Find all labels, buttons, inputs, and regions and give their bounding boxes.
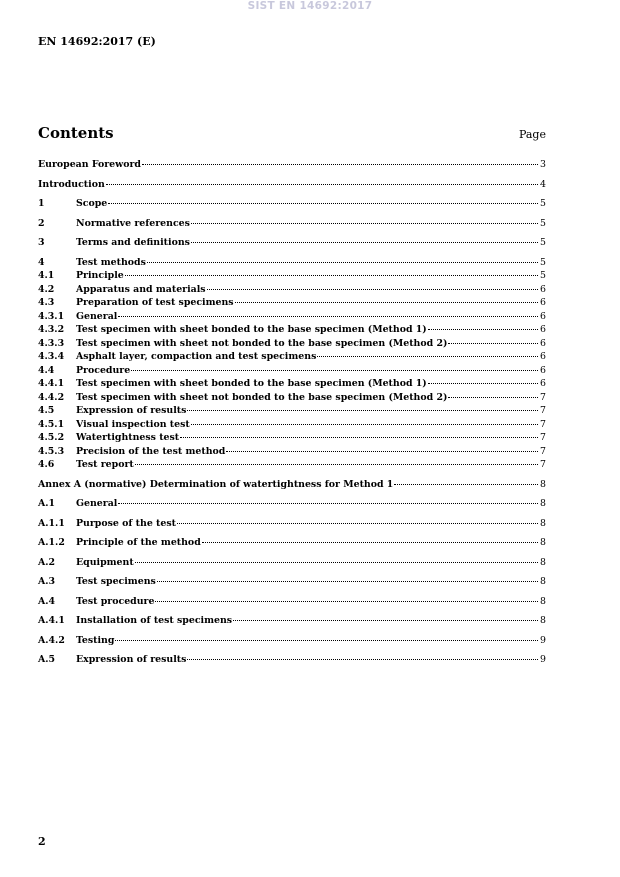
toc-entry[interactable] xyxy=(38,445,546,459)
toc-entry[interactable] xyxy=(38,256,546,270)
toc-entry-title: European Foreword xyxy=(38,159,141,170)
toc-entry[interactable] xyxy=(38,158,546,172)
toc-entry[interactable] xyxy=(38,431,546,445)
toc-entry[interactable] xyxy=(38,364,546,378)
toc-entry-page: 5 xyxy=(540,237,546,248)
toc-entry-title: Scope xyxy=(76,198,108,209)
toc-leader-dots xyxy=(191,242,538,243)
toc-entry-title: Preparation of test specimens xyxy=(76,297,234,308)
toc-entry-page: 3 xyxy=(540,159,546,170)
toc-entry-title: Test procedure xyxy=(76,595,155,607)
toc-entry-title: Test specimen with sheet not bonded to the base specimen (Method 2) xyxy=(76,391,448,403)
toc-entry-title: Precision of the test method xyxy=(76,445,226,457)
toc-entry-number: 4.3.3 xyxy=(38,337,65,349)
toc-leader-dots xyxy=(135,562,538,563)
toc-entry[interactable] xyxy=(38,418,546,432)
document-id: EN 14692:2017 (E) xyxy=(38,35,156,48)
toc-leader-dots xyxy=(108,203,538,204)
toc-entry-number: A.1 xyxy=(38,498,56,509)
toc-entry[interactable] xyxy=(38,517,546,531)
toc-entry[interactable] xyxy=(38,595,546,609)
toc-entry-number: A.1.2 xyxy=(38,537,65,548)
toc-leader-dots xyxy=(157,581,538,582)
page-number: 2 xyxy=(38,835,46,848)
toc-entry-title: Purpose of the test xyxy=(76,517,176,529)
toc-entry-page: 8 xyxy=(540,478,546,490)
toc-leader-dots xyxy=(448,397,538,398)
toc-entry[interactable] xyxy=(38,337,546,351)
toc-entry-page: 6 xyxy=(540,310,546,322)
toc-leader-dots xyxy=(428,383,538,384)
toc-entry-page: 5 xyxy=(540,217,546,229)
toc-entry-number: A.1.1 xyxy=(38,517,65,529)
toc-entry-number: A.4.2 xyxy=(38,634,65,646)
toc-entry-page: 8 xyxy=(540,615,546,626)
toc-entry-page: 6 xyxy=(540,297,546,308)
toc-entry[interactable] xyxy=(38,323,546,337)
toc-entry-number: 2 xyxy=(38,217,45,229)
toc-entry-number: 4.3 xyxy=(38,297,55,308)
toc-entry[interactable] xyxy=(38,296,546,310)
toc-leader-dots xyxy=(125,275,538,276)
toc-entry-page: 9 xyxy=(540,634,546,646)
toc-leader-dots xyxy=(202,542,538,543)
toc-entry[interactable] xyxy=(38,614,546,628)
toc-entry-title: Expression of results xyxy=(76,405,187,416)
toc-leader-dots xyxy=(187,659,538,660)
toc-entry[interactable] xyxy=(38,236,546,250)
toc-entry-title: Test methods xyxy=(76,256,146,268)
toc-entry-number: 4.4 xyxy=(38,364,55,376)
toc-entry-title: Asphalt layer, compaction and test specimens xyxy=(76,351,317,362)
toc-leader-dots xyxy=(118,316,538,317)
toc-entry-number: A.4.1 xyxy=(38,615,65,626)
toc-entry-number: 4.6 xyxy=(38,459,55,470)
toc-entry-number: 4.5.2 xyxy=(38,432,65,443)
toc-entry-page: 7 xyxy=(540,459,546,470)
toc-entry-title: Normative references xyxy=(76,217,190,229)
toc-entry-page: 6 xyxy=(540,283,546,295)
toc-entry-title: Testing xyxy=(76,634,115,646)
toc-entry-title: Test specimen with sheet not bonded to the base specimen (Method 2) xyxy=(76,337,448,349)
toc-entry[interactable] xyxy=(38,178,546,192)
toc-leader-dots xyxy=(187,410,538,411)
toc-leader-dots xyxy=(207,289,538,290)
toc-leader-dots xyxy=(235,302,538,303)
toc-entry-number: 4.5.3 xyxy=(38,445,65,457)
toc-entry-title: Principle of the method xyxy=(76,537,201,548)
toc-entry[interactable] xyxy=(38,283,546,297)
toc-entry-number: A.3 xyxy=(38,576,56,587)
toc-entry-number: 4.5 xyxy=(38,405,55,416)
toc-entry-number: 4 xyxy=(38,256,45,268)
toc-entry-number: 3 xyxy=(38,237,45,248)
toc-entry-number: 4.2 xyxy=(38,283,55,295)
toc-entry-page: 8 xyxy=(540,595,546,607)
toc-entry[interactable] xyxy=(38,536,546,550)
toc-leader-dots xyxy=(135,464,538,465)
page-column-label: Page xyxy=(518,128,546,141)
toc-entry-title: Test specimen with sheet bonded to the base specimen (Method 1) xyxy=(76,378,427,389)
toc-leader-dots xyxy=(115,640,538,641)
toc-entry-title: General xyxy=(76,498,118,509)
toc-entry[interactable] xyxy=(38,575,546,589)
toc-leader-dots xyxy=(226,451,538,452)
toc-entry[interactable] xyxy=(38,634,546,648)
toc-entry[interactable] xyxy=(38,310,546,324)
toc-entry-page: 5 xyxy=(540,198,546,209)
toc-entry-page: 7 xyxy=(540,445,546,457)
toc-leader-dots xyxy=(233,620,538,621)
toc-entry-number: 4.1 xyxy=(38,270,55,281)
toc-entry-page: 8 xyxy=(540,576,546,587)
toc-leader-dots xyxy=(118,503,538,504)
toc-entry-page: 6 xyxy=(540,364,546,376)
toc-entry-title: Equipment xyxy=(76,556,134,568)
toc-entry-title: Annex A (normative) Determination of watertightness for Method 1 xyxy=(38,478,394,490)
toc-entry-page: 6 xyxy=(540,378,546,389)
toc-entry-number: 4.3.4 xyxy=(38,351,65,362)
toc-entry-number: 4.4.1 xyxy=(38,378,65,389)
toc-entry-page: 4 xyxy=(540,178,546,190)
toc-leader-dots xyxy=(177,523,538,524)
toc-leader-dots xyxy=(317,356,538,357)
toc-entry-page: 8 xyxy=(540,517,546,529)
toc-leader-dots xyxy=(191,424,538,425)
toc-entry-title: Principle xyxy=(76,270,124,281)
toc-entry-page: 7 xyxy=(540,418,546,430)
toc-entry-title: Test specimen with sheet bonded to the base specimen (Method 1) xyxy=(76,324,427,335)
toc-leader-dots xyxy=(106,184,538,185)
toc-entry-page: 8 xyxy=(540,556,546,568)
toc-entry[interactable] xyxy=(38,350,546,364)
toc-entry[interactable] xyxy=(38,458,546,472)
toc-entry-page: 9 xyxy=(540,654,546,665)
toc-entry-page: 6 xyxy=(540,324,546,335)
toc-entry-page: 6 xyxy=(540,337,546,349)
toc-leader-dots xyxy=(191,223,538,224)
toc-entry[interactable] xyxy=(38,556,546,570)
toc-entry[interactable] xyxy=(38,404,546,418)
toc-entry[interactable] xyxy=(38,497,546,511)
toc-entry-title: General xyxy=(76,310,118,322)
toc-entry[interactable] xyxy=(38,217,546,231)
toc-leader-dots xyxy=(180,437,538,438)
toc-entry-title: Installation of test specimens xyxy=(76,615,233,626)
toc-entry-page: 8 xyxy=(540,537,546,548)
toc-entry[interactable] xyxy=(38,377,546,391)
toc-entry-title: Procedure xyxy=(76,364,131,376)
toc-entry[interactable] xyxy=(38,269,546,283)
toc-entry[interactable] xyxy=(38,391,546,405)
toc-entry-number: 4.5.1 xyxy=(38,418,65,430)
toc-entry[interactable] xyxy=(38,653,546,667)
toc-entry[interactable] xyxy=(38,197,546,211)
toc-leader-dots xyxy=(394,484,538,485)
toc-entry-page: 5 xyxy=(540,270,546,281)
toc-leader-dots xyxy=(147,262,538,263)
table-of-contents xyxy=(38,158,546,667)
toc-leader-dots xyxy=(448,343,538,344)
toc-entry-title: Expression of results xyxy=(76,654,187,665)
toc-entry-title: Watertightness test xyxy=(76,432,180,443)
toc-leader-dots xyxy=(155,601,538,602)
toc-entry-title: Test report xyxy=(76,459,134,470)
toc-entry-number: 4.3.2 xyxy=(38,324,65,335)
toc-entry-number: 1 xyxy=(38,198,45,209)
toc-entry-page: 7 xyxy=(540,391,546,403)
toc-entry-number: A.5 xyxy=(38,654,56,665)
toc-entry-page: 8 xyxy=(540,498,546,509)
toc-leader-dots xyxy=(131,370,538,371)
toc-leader-dots xyxy=(142,164,538,165)
toc-entry-title: Test specimens xyxy=(76,576,156,587)
toc-entry-page: 7 xyxy=(540,405,546,416)
toc-entry-page: 6 xyxy=(540,351,546,362)
toc-entry-title: Visual inspection test xyxy=(76,418,190,430)
toc-entry-number: A.4 xyxy=(38,595,56,607)
toc-entry-number: 4.4.2 xyxy=(38,391,65,403)
watermark: SIST EN 14692:2017 xyxy=(247,0,373,12)
toc-leader-dots xyxy=(428,329,538,330)
toc-entry-page: 5 xyxy=(540,256,546,268)
toc-entry-title: Introduction xyxy=(38,178,105,190)
toc-entry-page: 7 xyxy=(540,432,546,443)
toc-entry-number: A.2 xyxy=(38,556,56,568)
toc-entry-number: 4.3.1 xyxy=(38,310,65,322)
toc-entry[interactable] xyxy=(38,478,546,492)
toc-entry-title: Apparatus and materials xyxy=(76,283,206,295)
toc-entry-title: Terms and definitions xyxy=(76,237,190,248)
contents-heading: Contents xyxy=(38,124,114,142)
